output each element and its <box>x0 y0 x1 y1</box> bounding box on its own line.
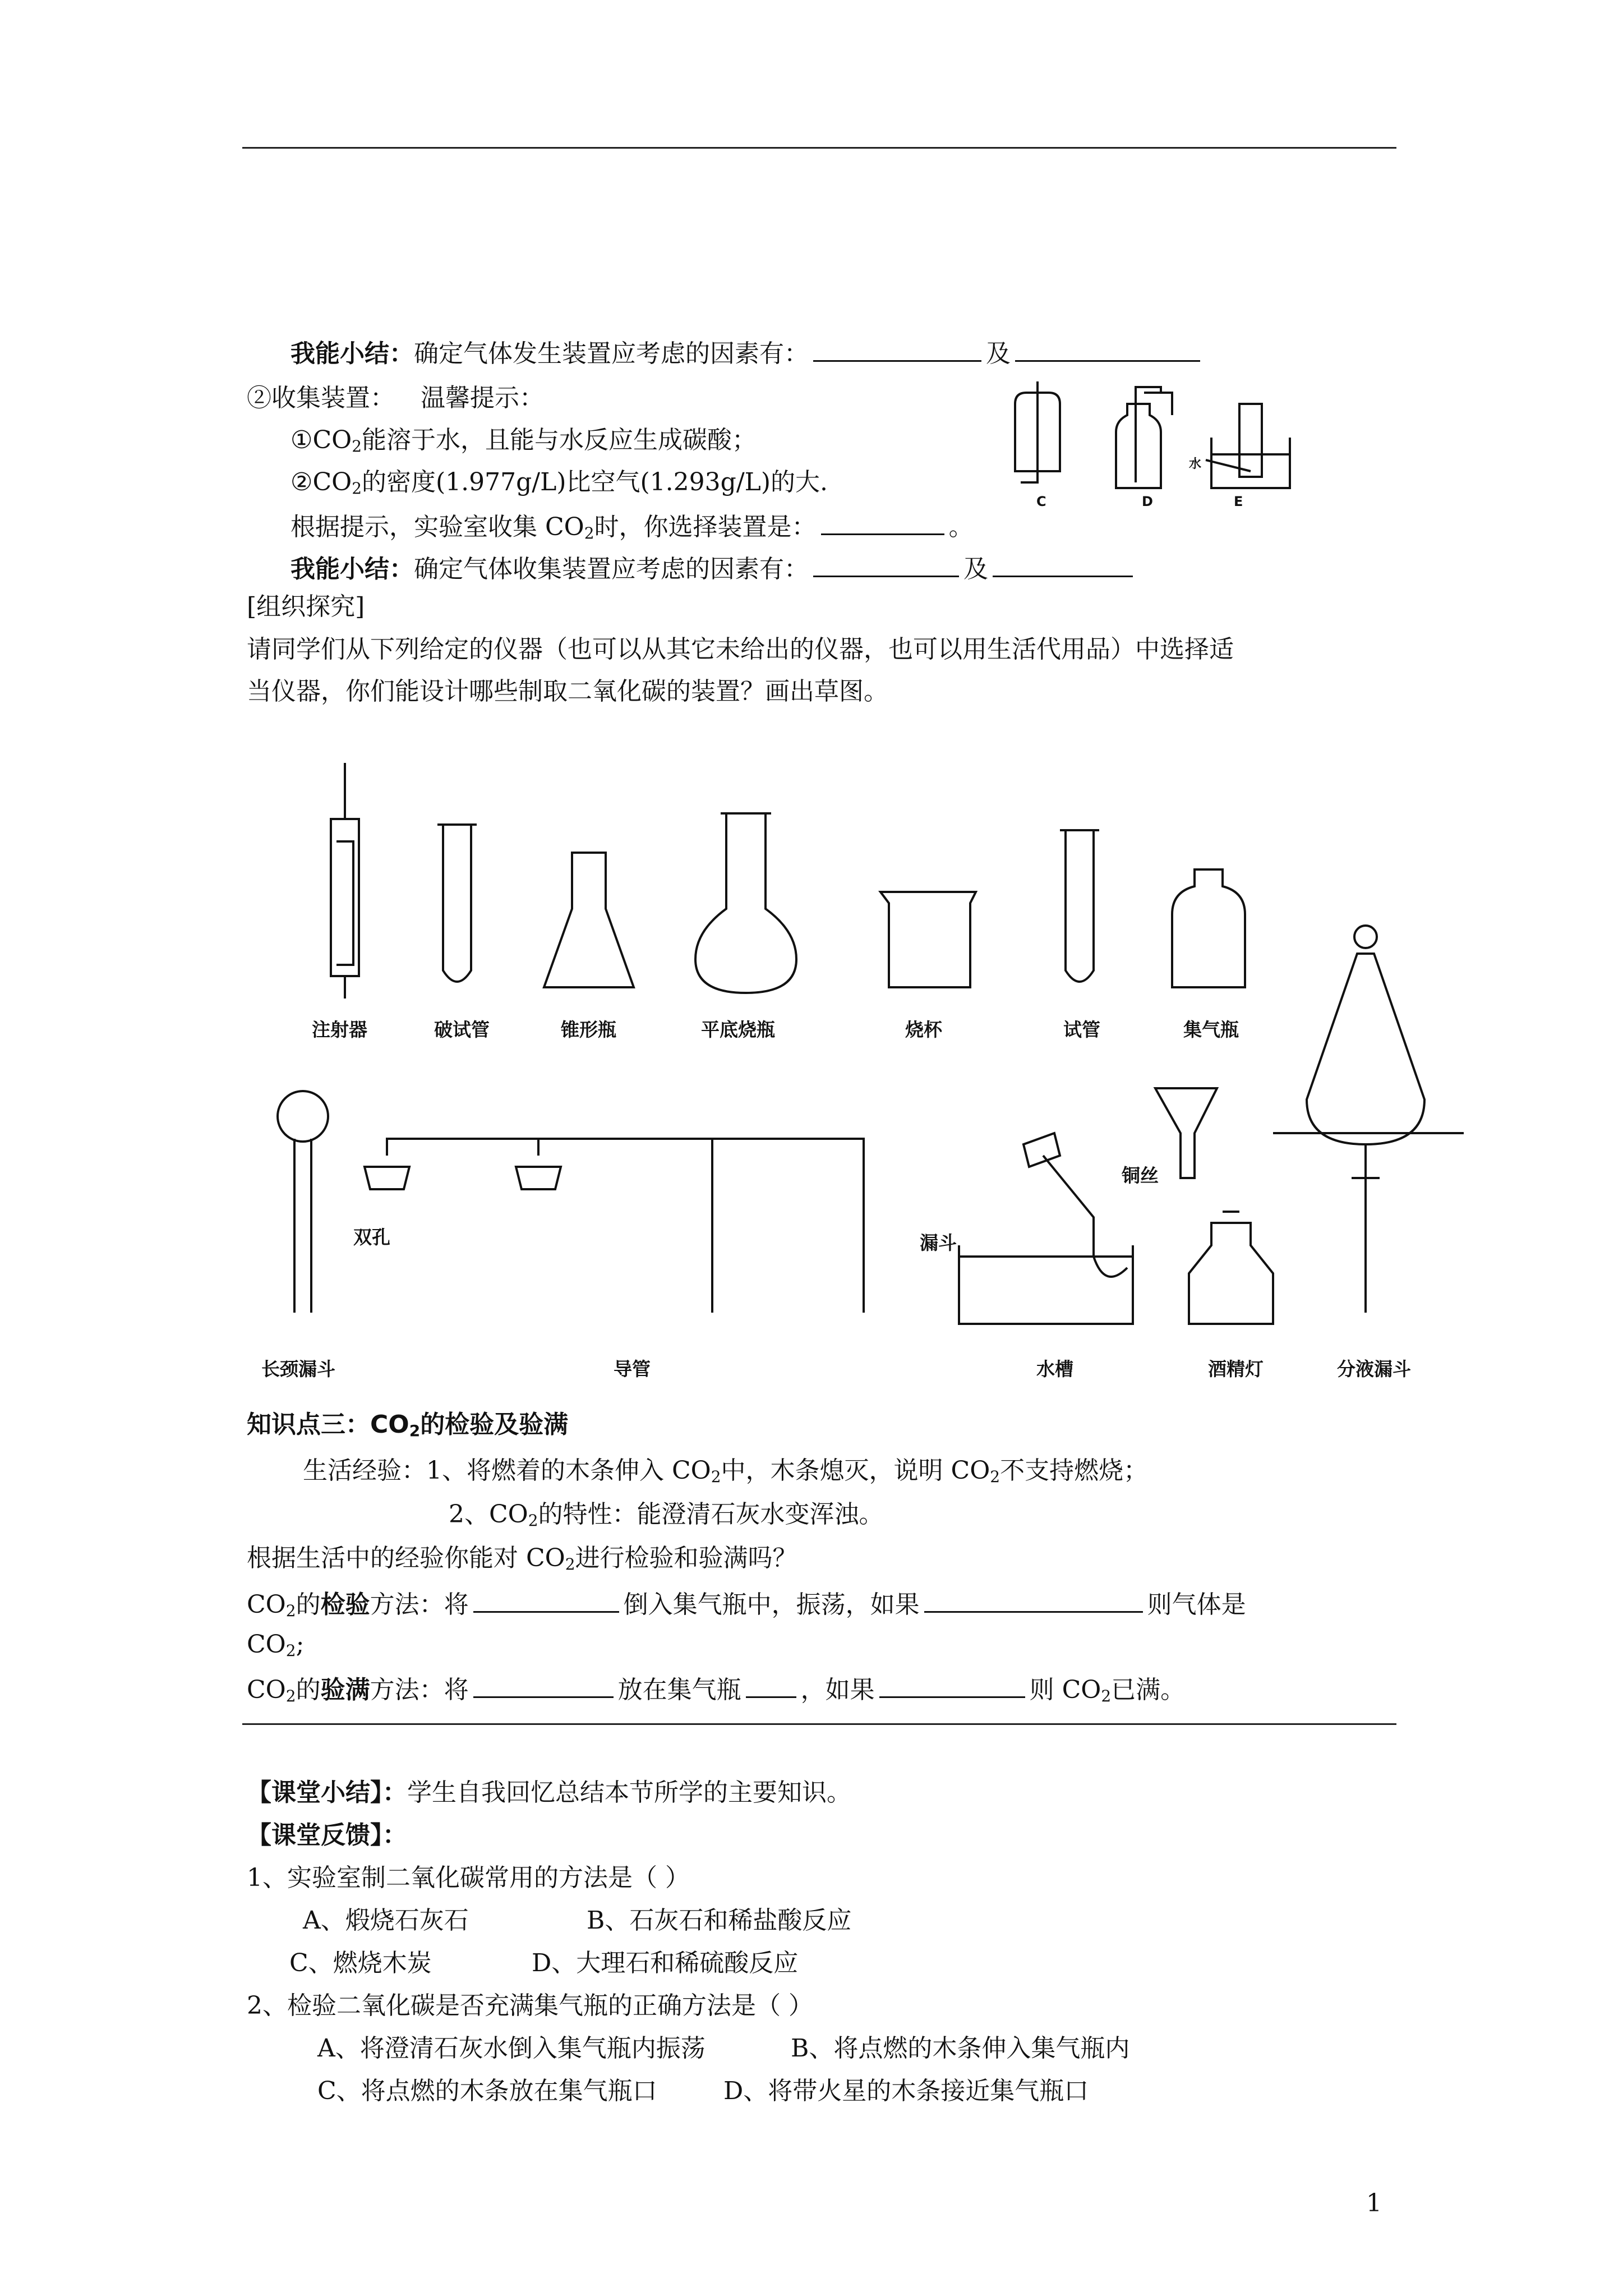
apparatus-d-icon <box>1116 387 1172 488</box>
answer-blank[interactable] <box>473 1671 614 1698</box>
caption-copper-wire: 铜丝 <box>1122 1165 1159 1186</box>
caption-long-funnel: 长颈漏斗 <box>261 1358 335 1380</box>
kp3-title: 知识点三：$CO_2$的检验及验满 <box>247 1410 569 1440</box>
answer-blank[interactable] <box>924 1585 1143 1613</box>
collect-question: 根据提示，实验室收集 $CO_2$时，你选择装置是： 。 <box>291 508 974 544</box>
answer-blank[interactable] <box>879 1671 1025 1698</box>
alcohol-lamp-icon <box>1189 1212 1273 1324</box>
caption-alcohol-lamp: 酒精灯 <box>1208 1358 1264 1380</box>
caption-conical-flask: 锥形瓶 <box>561 1019 616 1041</box>
summary-collection-line: 我能小结：确定气体收集装置应考虑的因素有： 及 <box>291 550 1137 586</box>
caption-test-tube: 试管 <box>1063 1019 1100 1041</box>
broken-tube-icon <box>437 825 477 982</box>
q2-option-c[interactable]: C、将点燃的木条放在集气瓶口 <box>317 2077 657 2105</box>
kp3-full-method: $CO_2$的验满方法：将 放在集气瓶 ，如果 则 $CO_2$已满。 <box>247 1671 1185 1707</box>
question-2: 2、检验二氧化碳是否充满集气瓶的正确方法是（ ） <box>247 1991 813 2020</box>
header-rule <box>242 147 1396 149</box>
caption-funnel: 漏斗 <box>920 1232 957 1254</box>
water-tank-icon <box>959 1245 1133 1324</box>
long-funnel-icon <box>278 1091 328 1313</box>
q1-option-d[interactable]: D、大理石和稀硫酸反应 <box>532 1949 799 1977</box>
label-e: E <box>1234 494 1243 509</box>
apparatus-c-icon <box>1015 381 1060 482</box>
beaker-icon <box>880 892 976 987</box>
class-summary: 【课堂小结】：学生自我回忆总结本节所学的主要知识。 <box>247 1778 851 1807</box>
kp3-check-method-cont: $CO_2$; <box>247 1630 305 1660</box>
separatory-funnel-icon <box>1307 926 1424 1313</box>
instruments-figure <box>247 752 1424 1369</box>
caption-gas-bottle: 集气瓶 <box>1183 1019 1239 1041</box>
feedback-heading: 【课堂反馈】： <box>247 1821 407 1849</box>
answer-blank[interactable] <box>813 334 981 362</box>
funnel-icon <box>1155 1088 1217 1178</box>
answer-blank[interactable] <box>821 508 944 535</box>
caption-separatory-funnel: 分液漏斗 <box>1337 1358 1411 1380</box>
caption-two-hole: 双孔 <box>353 1226 390 1248</box>
q1-option-b[interactable]: B、石灰石和稀盐酸反应 <box>587 1906 852 1935</box>
kp3-check-method: $CO_2$的检验方法：将 倒入集气瓶中，振荡，如果 则气体是 <box>247 1585 1246 1622</box>
q1-option-c[interactable]: C、燃烧木炭 <box>289 1949 432 1977</box>
caption-water-tank: 水槽 <box>1036 1358 1073 1380</box>
flat-flask-icon <box>695 813 796 993</box>
question-1: 1、实验室制二氧化碳常用的方法是（ ） <box>247 1864 690 1892</box>
kp3-experience-1: 生活经验：1、将燃着的木条伸入 $CO_2$中，木条熄灭，说明 $CO_2$不支持燃烧； <box>303 1456 1149 1486</box>
answer-blank[interactable] <box>1015 334 1200 362</box>
label-water: 水 <box>1189 457 1202 471</box>
explore-line-1: 请同学们从下列给定的仪器（也可以从其它未给出的仪器，也可以用生活代用品）中选择适 <box>247 635 1234 664</box>
summary-label: 我能小结： <box>291 339 414 368</box>
caption-flat-flask: 平底烧瓶 <box>701 1019 775 1041</box>
caption-tube: 导管 <box>614 1358 651 1380</box>
page-number: 1 <box>1366 2189 1382 2217</box>
collect-heading: ②收集装置： 温馨提示： <box>247 384 544 412</box>
summary-text: 确定气体发生装置应考虑的因素有： <box>414 339 809 368</box>
caption-broken-tube: 破试管 <box>434 1019 490 1041</box>
q2-option-d[interactable]: D、将带火星的木条接近集气瓶口 <box>723 2077 1089 2105</box>
kp3-question: 根据生活中的经验你能对 $CO_2$进行检验和验满吗？ <box>247 1544 797 1573</box>
gas-bottle-icon <box>1172 869 1245 987</box>
answer-blank[interactable] <box>813 550 959 577</box>
conical-flask-icon <box>544 853 634 987</box>
label-c: C <box>1036 494 1046 509</box>
summary-generation-line <box>291 334 1205 371</box>
tip-1: $①CO_2$能溶于水，且能与水反应生成碳酸； <box>291 426 757 455</box>
caption-syringe: 注射器 <box>312 1019 367 1041</box>
section-rule <box>242 1723 1396 1725</box>
delivery-tube-icon <box>365 1133 1127 1313</box>
test-tube-icon <box>1060 830 1099 982</box>
explore-line-2: 当仪器，你们能设计哪些制取二氧化碳的装置？画出草图。 <box>247 677 888 706</box>
kp3-experience-2: 2、$CO_2$的特性：能澄清石灰水变浑浊。 <box>449 1500 884 1530</box>
q1-option-a[interactable]: A、煅烧石灰石 <box>303 1906 469 1935</box>
and-word: 及 <box>986 339 1011 368</box>
q2-option-a[interactable]: A、将澄清石灰水倒入集气瓶内振荡 <box>317 2034 706 2063</box>
syringe-icon <box>331 763 359 999</box>
label-d: D <box>1142 494 1153 509</box>
tip-2: $②CO_2$的密度(1.977g/L)比空气(1.293g/L)的大. <box>291 468 828 498</box>
explore-heading: [组织探究] <box>247 592 365 621</box>
q2-option-b[interactable]: B、将点燃的木条伸入集气瓶内 <box>791 2034 1130 2063</box>
caption-beaker: 烧杯 <box>905 1019 942 1041</box>
answer-blank[interactable] <box>993 550 1133 577</box>
apparatus-e-icon <box>1206 404 1290 488</box>
answer-blank[interactable] <box>746 1671 796 1698</box>
answer-blank[interactable] <box>473 1585 619 1613</box>
